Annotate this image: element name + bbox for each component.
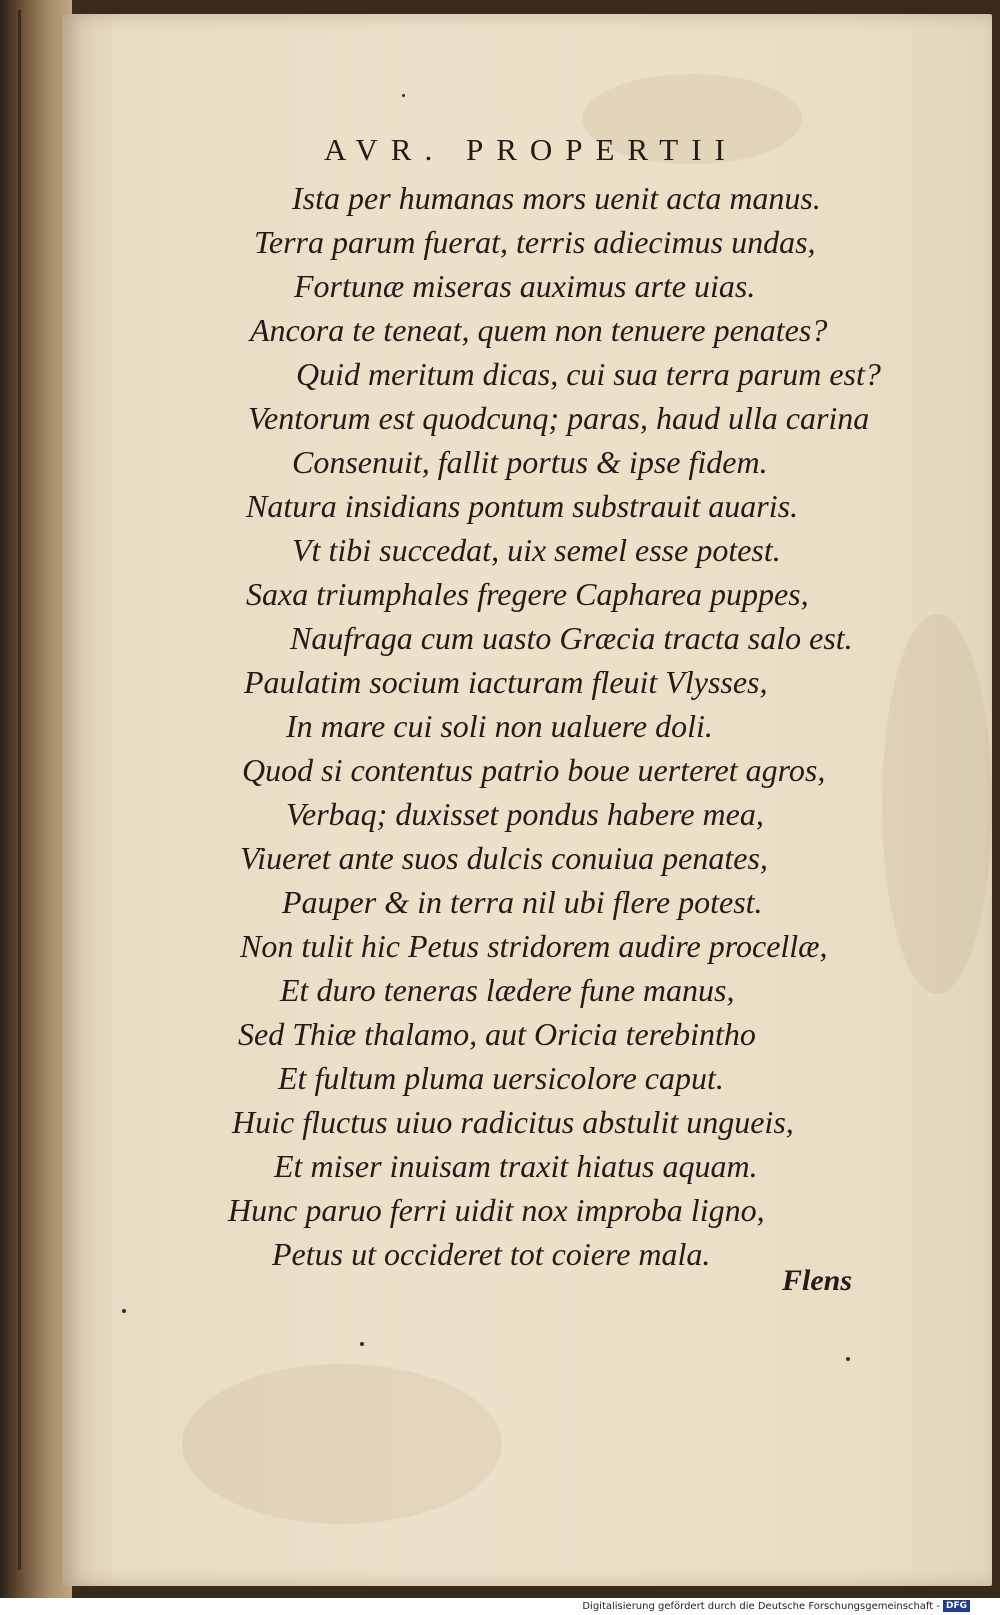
verse-line: Quid meritum dicas, cui sua terra parum est?	[296, 356, 881, 392]
verse-line: Et miser inuisam traxit hiatus aquam.	[274, 1148, 758, 1184]
ink-speck	[402, 94, 405, 97]
verse-line: Vt tibi succedat, uix semel esse potest.	[292, 532, 781, 568]
verse-line: Quod si contentus patrio boue uerteret agros,	[242, 752, 826, 788]
verse-line: Paulatim socium iacturam fleuit Vlysses,	[244, 664, 768, 700]
verse-line: Ventorum est quodcunq; paras, haud ulla carina	[248, 400, 870, 436]
verse-line: Viueret ante suos dulcis conuiua penates,	[240, 840, 768, 876]
verse-line: Ancora te teneat, quem non tenuere penates?	[250, 312, 828, 348]
ink-speck	[360, 1342, 364, 1346]
page-text	[62, 14, 992, 1586]
verse-line: Pauper & in terra nil ubi flere potest.	[282, 884, 763, 920]
verse-line: Natura insidians pontum substrauit auaris.	[246, 488, 799, 524]
verse-line: Hunc paruo ferri uidit nox improba ligno,	[228, 1192, 765, 1228]
digitization-credit	[582, 1600, 970, 1612]
verse-line: Et duro teneras lædere fune manus,	[280, 972, 735, 1008]
running-head: AVR. PROPERTII	[324, 132, 738, 167]
verse-line: In mare cui soli non ualuere doli.	[286, 708, 713, 744]
catchword: Flens	[782, 1264, 853, 1297]
credit-text: Digitalisierung gefördert durch die Deutsche Forschungsgemeinschaft -	[582, 1600, 940, 1612]
verse-line: Petus ut occideret tot coiere mala.	[272, 1236, 711, 1272]
verse-line: Sed Thiæ thalamo, aut Oricia terebintho	[238, 1016, 756, 1052]
dfg-logo: DFG	[943, 1600, 970, 1612]
verse-line: Naufraga cum uasto Græcia tracta salo est.	[290, 620, 853, 656]
verse-line: Fortunæ miseras auximus arte uias.	[294, 268, 756, 304]
binding-shadow	[18, 10, 21, 1570]
verse-line: Consenuit, fallit portus & ipse fidem.	[292, 444, 768, 480]
book-page	[62, 14, 992, 1586]
verse-line: Saxa triumphales fregere Capharea puppes,	[246, 576, 809, 612]
ink-speck	[846, 1357, 850, 1361]
verse-line: Et fultum pluma uersicolore caput.	[278, 1060, 724, 1096]
verse-line: Huic fluctus uiuo radicitus abstulit ungueis,	[232, 1104, 794, 1140]
verse-line: Terra parum fuerat, terris adiecimus undas,	[254, 224, 816, 260]
verse-line: Non tulit hic Petus stridorem audire procellæ,	[240, 928, 828, 964]
verse-line: Verbaq; duxisset pondus habere mea,	[286, 796, 764, 832]
verse-line: Ista per humanas mors uenit acta manus.	[292, 180, 821, 216]
ink-speck	[122, 1309, 126, 1313]
